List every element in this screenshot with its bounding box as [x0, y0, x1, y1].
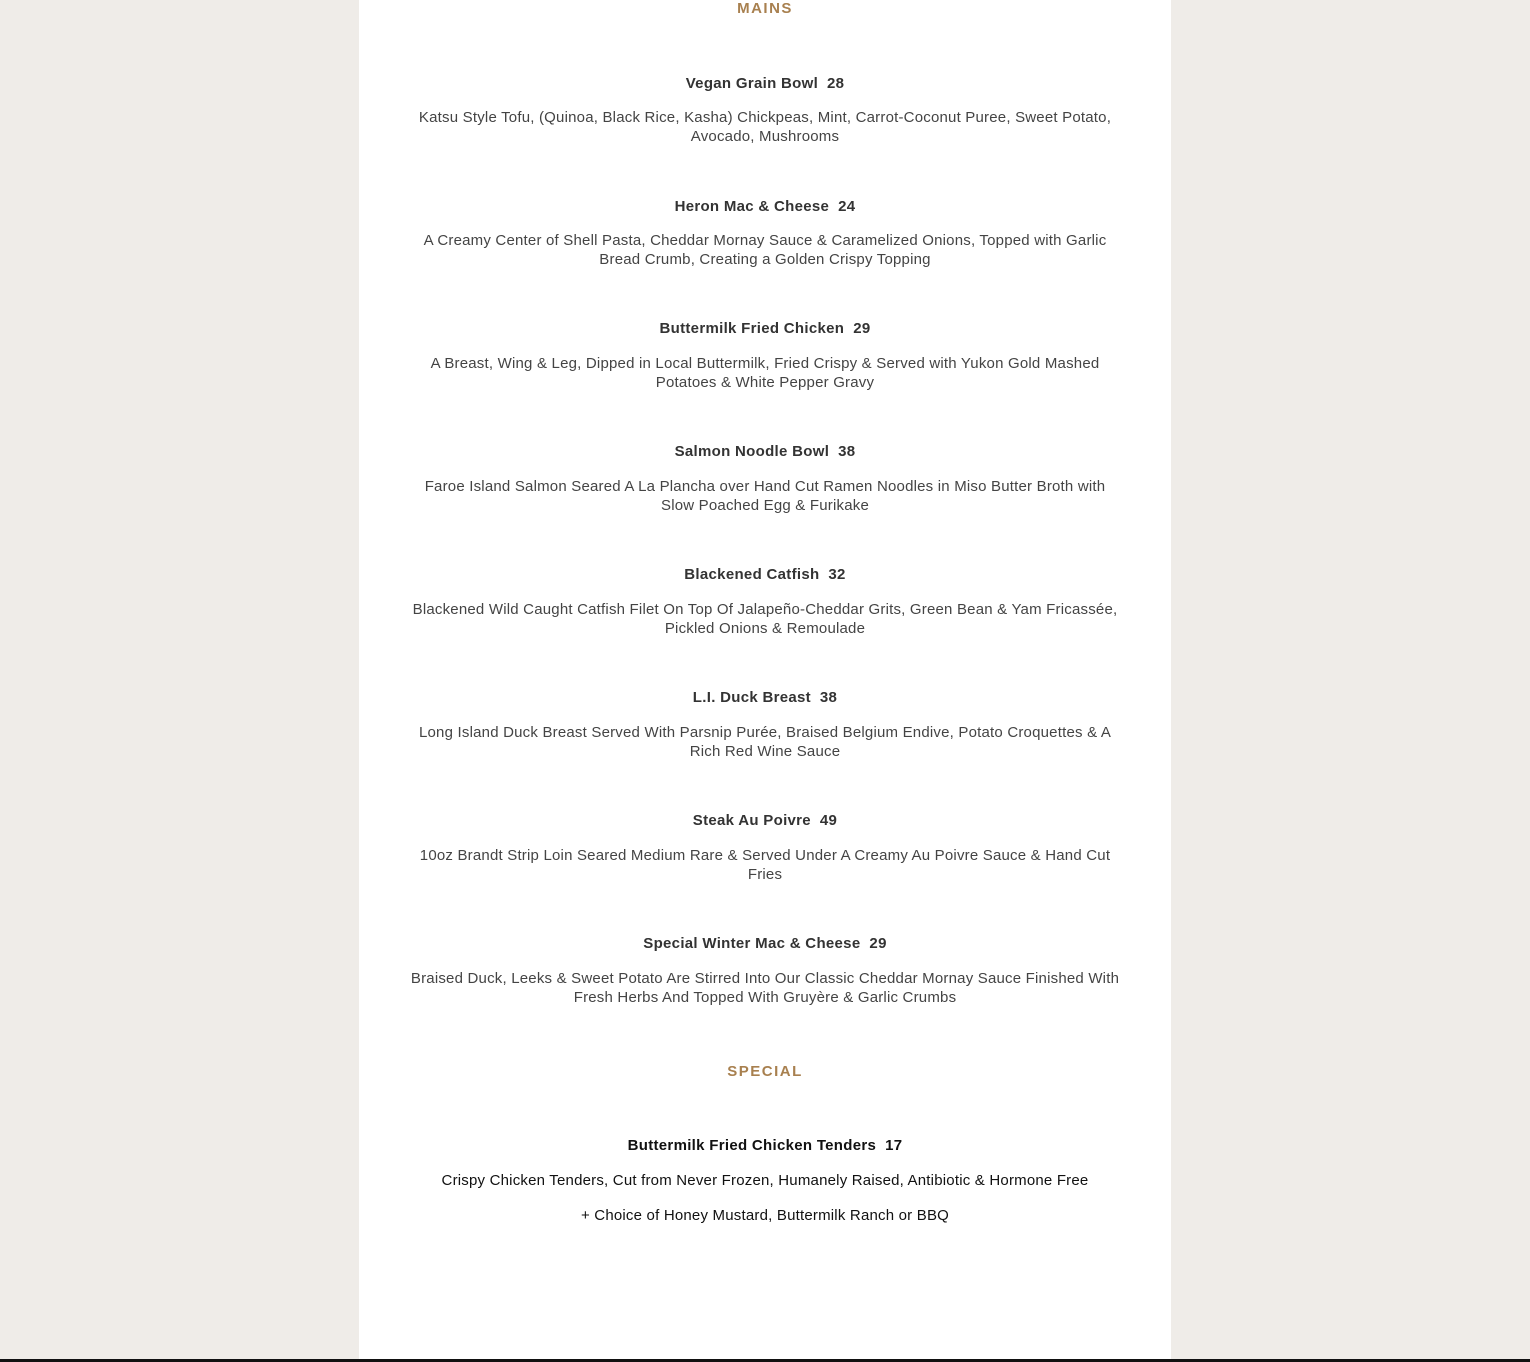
item-price: 28: [826, 75, 845, 92]
item-name: Blackened Catfish: [684, 566, 820, 583]
section-heading-mains: MAINS: [737, 0, 793, 17]
item-description: 10oz Brandt Strip Loin Seared Medium Rare & Served Under A Creamy Au Poivre Sauce & Hand Cut Fries: [419, 847, 1111, 883]
item-name: Steak Au Poivre: [692, 812, 811, 829]
item-name: Vegan Grain Bowl: [685, 75, 819, 92]
menu-item-title: [359, 1137, 1171, 1154]
item-description: Crispy Chicken Tenders, Cut from Never Frozen, Humanely Raised, Antibiotic & Hormone Free: [441, 1172, 1089, 1189]
item-description: Braised Duck, Leeks & Sweet Potato Are Stirred Into Our Classic Cheddar Mornay Sauce Finished With Fresh Herbs And Topped With Gruyère & Garlic Crumbs: [410, 970, 1120, 1006]
item-description: Long Island Duck Breast Served With Parsnip Purée, Braised Belgium Endive, Potato Croquettes & A Rich Red Wine Sauce: [418, 724, 1112, 760]
menu-item-title: [359, 812, 1171, 829]
menu-item-title: [359, 935, 1171, 952]
menu-item-title: [359, 689, 1171, 706]
menu-item-title: [359, 320, 1171, 337]
section-heading-special: SPECIAL: [727, 1063, 803, 1080]
item-price: 32: [828, 566, 846, 583]
item-price: 17: [885, 1137, 903, 1154]
item-description: A Creamy Center of Shell Pasta, Cheddar Mornay Sauce & Caramelized Onions, Topped with Garlic Bread Crumb, Creating a Golden Crispy Topping: [423, 232, 1107, 268]
menu-item-title: [359, 198, 1171, 215]
item-price: 38: [819, 689, 838, 706]
item-price: 29: [869, 935, 887, 952]
item-description: Katsu Style Tofu, (Quinoa, Black Rice, Kasha) Chickpeas, Mint, Carrot-Coconut Puree, Sweet Potato, Avocado, Mushrooms: [418, 109, 1112, 145]
item-description: Faroe Island Salmon Seared A La Plancha over Hand Cut Ramen Noodles in Miso Butter Broth with Slow Poached Egg & Furikake: [424, 478, 1106, 514]
menu-panel: [359, 0, 1171, 1359]
item-name: Special Winter Mac & Cheese: [643, 935, 861, 952]
item-price: 38: [838, 443, 856, 460]
item-price: 49: [819, 812, 838, 829]
item-price: 29: [853, 320, 871, 337]
item-name: Salmon Noodle Bowl: [674, 443, 830, 460]
item-name: Buttermilk Fried Chicken: [659, 320, 845, 337]
item-name: Heron Mac & Cheese: [674, 198, 830, 215]
item-name: L.I. Duck Breast: [692, 689, 811, 706]
item-description: A Breast, Wing & Leg, Dipped in Local Buttermilk, Fried Crispy & Served with Yukon Gold Mashed Potatoes & White Pepper Gravy: [430, 355, 1100, 391]
item-name: Buttermilk Fried Chicken Tenders: [627, 1137, 877, 1154]
menu-item-title: [359, 443, 1171, 460]
menu-item-title: [359, 566, 1171, 583]
item-price: 24: [838, 198, 856, 215]
item-description: Blackened Wild Caught Catfish Filet On Top Of Jalapeño-Cheddar Grits, Green Bean & Yam Fricassée, Pickled Onions & Remoulade: [412, 601, 1118, 637]
item-extra-note: + Choice of Honey Mustard, Buttermilk Ranch or BBQ: [580, 1207, 950, 1224]
menu-item-title: [359, 75, 1171, 92]
